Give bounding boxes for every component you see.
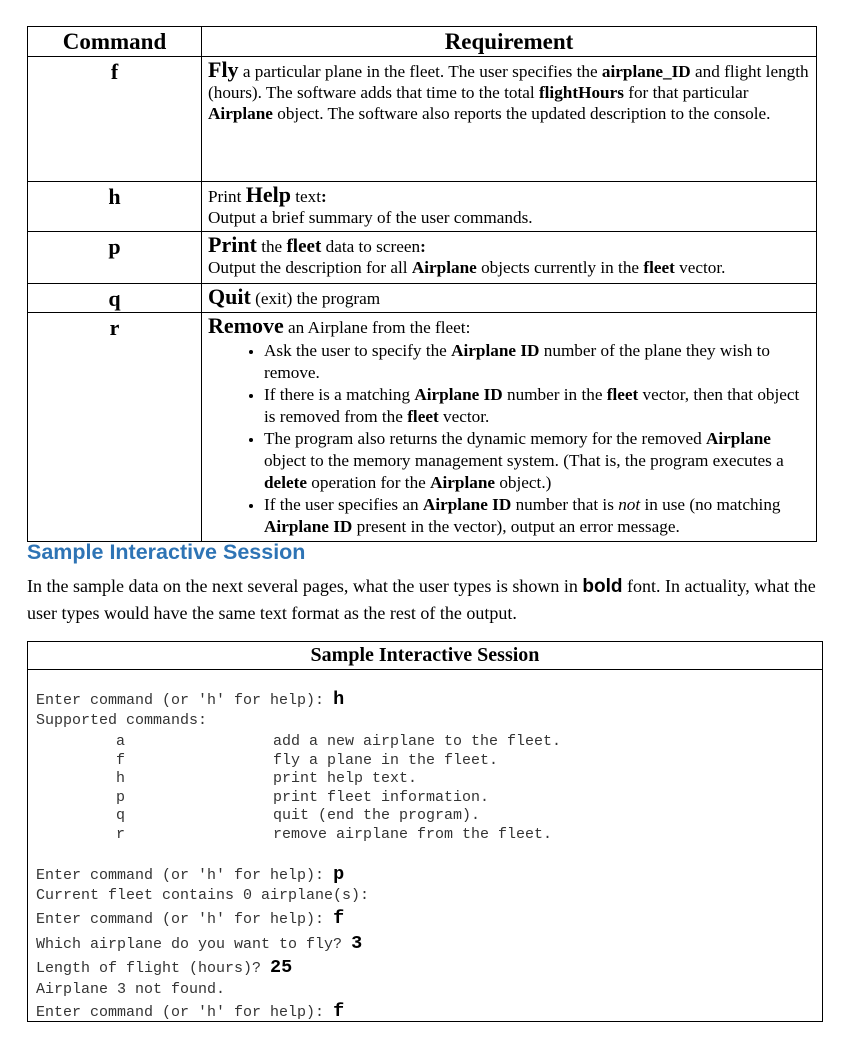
list-item: • Ask the user to specify the Airplane ID number of the plane they wish to remove.	[264, 340, 810, 384]
table-header-row	[28, 27, 817, 57]
remove-steps-list	[208, 340, 810, 538]
command-key-f: f	[116, 751, 126, 769]
lead-word: Fly	[208, 57, 239, 82]
command-desc-r: remove airplane from the fleet.	[273, 826, 553, 843]
command-key-p: p	[116, 788, 126, 806]
command-desc-f: fly a plane in the fleet.	[273, 751, 499, 769]
command-desc-h: print help text.	[273, 770, 418, 788]
table-row-h	[28, 182, 817, 232]
user-input: 25	[270, 957, 293, 978]
command-key-q: q	[116, 807, 126, 825]
command-desc-p: print fleet information.	[273, 788, 490, 806]
command-key: r	[109, 315, 120, 340]
session-box	[27, 641, 823, 1022]
user-input: f	[333, 1001, 345, 1022]
lead-word: Quit	[208, 284, 251, 309]
command-key: q	[108, 286, 121, 311]
user-input: f	[333, 908, 345, 929]
transcript-line: Length of flight (hours)? 25	[36, 957, 293, 978]
transcript-line: Airplane 3 not found.	[36, 981, 226, 998]
user-input: h	[333, 689, 345, 710]
transcript-line: Enter command (or 'h' for help): h	[36, 689, 345, 710]
command-key-r: r	[116, 826, 126, 843]
command-key: p	[108, 234, 121, 259]
requirement-cell: Print the fleet data to screen: Output the description for all Airplane objects currently in the fleet vector.	[202, 232, 817, 284]
transcript-line: Enter command (or 'h' for help): f	[36, 908, 345, 929]
requirement-header: Requirement	[202, 27, 817, 57]
requirement-cell: Quit (exit) the program	[202, 284, 817, 313]
command-key: h	[108, 184, 121, 209]
section-heading: Sample Interactive Session	[27, 540, 306, 564]
lead-word: Print	[208, 232, 257, 257]
list-item: • If there is a matching Airplane ID number in the fleet vector, then that object is removed from the fleet vector.	[264, 384, 810, 428]
table-row-f	[28, 57, 817, 182]
lead-word: Remove	[208, 313, 284, 338]
command-key-h: h	[116, 770, 126, 788]
requirement-cell: Fly a particular plane in the fleet. The user specifies the airplane_ID and flight length (hours). The software adds that time to the total flightHours for that particular Airplane object. The software also reports the updated description to the console.	[202, 57, 817, 182]
intro-paragraph: In the sample data on the next several pages, what the user types is shown in bold font. In actuality, what the user types would have the same text format as the rest of the output.	[27, 576, 816, 623]
command-desc-a: add a new airplane to the fleet.	[273, 733, 562, 750]
command-header: Command	[28, 27, 202, 57]
table-row-q	[28, 284, 817, 313]
user-input: 3	[351, 933, 363, 954]
requirement-cell: Print Help text: Output a brief summary of the user commands.	[202, 182, 817, 232]
command-desc-q: quit (end the program).	[273, 807, 481, 825]
table-row-r	[28, 313, 817, 542]
command-key-a: a	[116, 733, 126, 750]
transcript-line: Enter command (or 'h' for help): f	[36, 1001, 345, 1022]
transcript-line: Enter command (or 'h' for help): p	[36, 864, 345, 885]
commands-table	[27, 26, 817, 542]
list-item: • If the user specifies an Airplane ID number that is not in use (no matching Airplane ID present in the vector), output an error message.	[264, 494, 810, 538]
transcript-line: Supported commands:	[36, 712, 208, 729]
command-key: f	[110, 59, 119, 84]
list-item: • The program also returns the dynamic memory for the removed Airplane object to the memory management system. (That is, the program executes a delete operation for the Airplane object.)	[264, 428, 810, 494]
session-title: Sample Interactive Session	[28, 642, 822, 670]
transcript-line: Current fleet contains 0 airplane(s):	[36, 887, 370, 904]
lead-word: Help	[245, 182, 291, 207]
requirement-cell: Remove an Airplane from the fleet: • Ask the user to specify the Airplane ID number of the plane they wish to remove. • If there is a matching Airplane ID number in the fleet vector, then that object is removed from the fleet vector. • The program also returns the dynamic memory for the removed Airplane object to the memory management system. (That is, the program executes a delete operation for the Airplane object.) • If the user specifies an Airplane ID number that is not in use (no matching Airplane ID present in the vector), output an error message.	[202, 313, 817, 542]
table-row-p	[28, 232, 817, 284]
user-input: p	[333, 864, 345, 885]
transcript-line: Which airplane do you want to fly? 3	[36, 933, 363, 954]
